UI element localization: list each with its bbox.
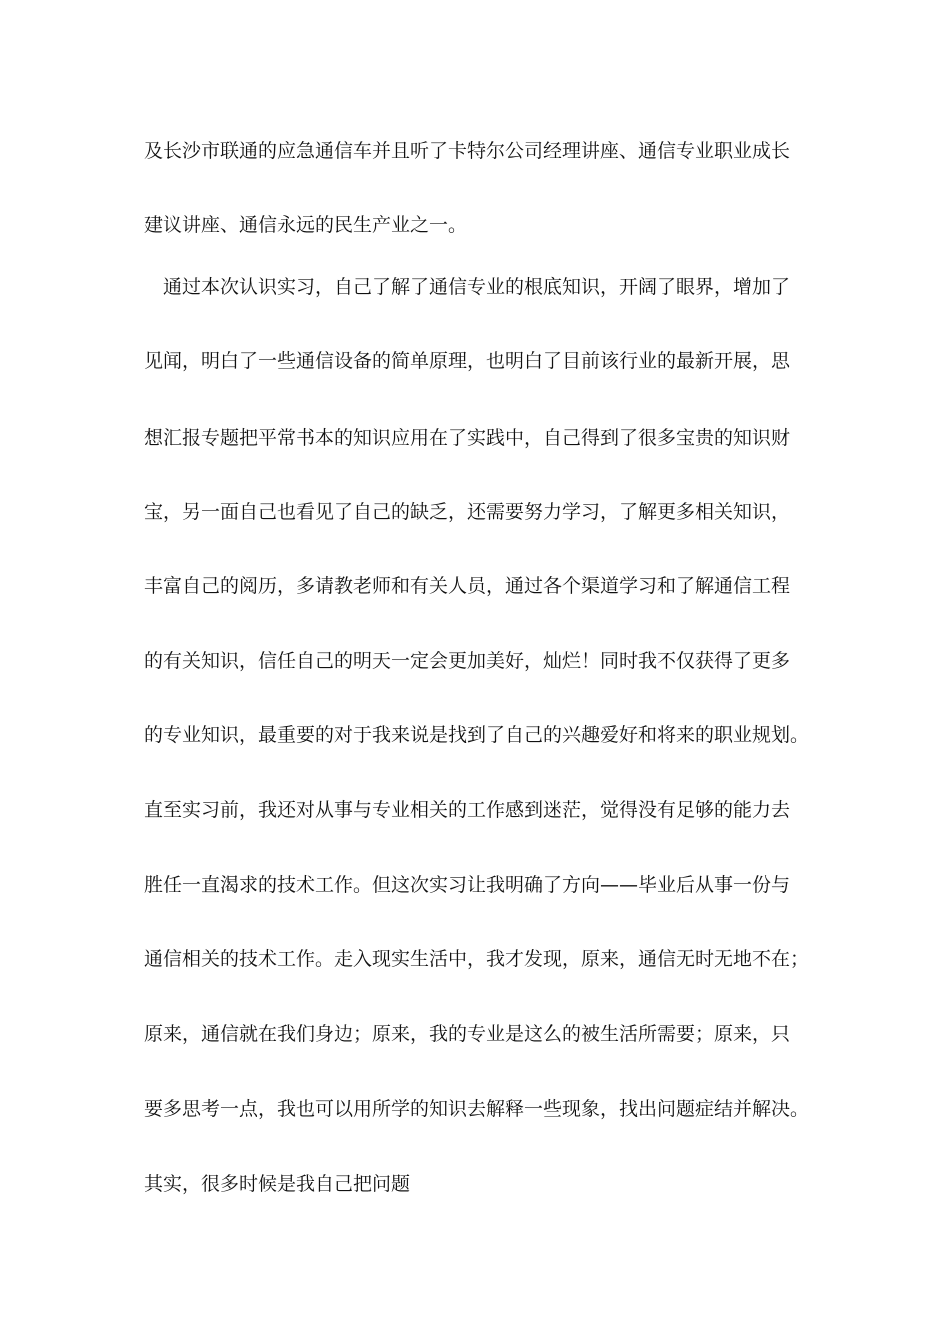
text-line: 通过本次认识实习，自己了解了通信专业的根底知识，开阔了眼界，增加了 (144, 276, 791, 298)
text-line: 的专业知识，最重要的对于我来说是找到了自己的兴趣爱好和将来的职业规划。 (144, 724, 810, 746)
text-line: 其实，很多时候是我自己把问题 (144, 1173, 411, 1195)
text-line: 想汇报专题把平常书本的知识应用在了实践中，自己得到了很多宝贵的知识财 (144, 427, 791, 449)
text-line: 直至实习前，我还对从事与专业相关的工作感到迷茫，觉得没有足够的能力去 (144, 799, 791, 821)
text-line: 见闻，明白了一些通信设备的简单原理，也明白了目前该行业的最新开展，思 (144, 350, 791, 372)
text-line: 要多思考一点，我也可以用所学的知识去解释一些现象，找出问题症结并解决。 (144, 1098, 810, 1120)
text-line: 丰富自己的阅历，多请教老师和有关人员，通过各个渠道学习和了解通信工程 (144, 575, 791, 597)
text-line: 及长沙市联通的应急通信车并且听了卡特尔公司经理讲座、通信专业职业成长 (144, 140, 791, 162)
text-line: 通信相关的技术工作。走入现实生活中，我才发现，原来，通信无时无地不在； (144, 948, 810, 970)
text-line: 胜任一直渴求的技术工作。但这次实习让我明确了方向——毕业后从事一份与 (144, 874, 791, 896)
text-line: 原来，通信就在我们身边；原来，我的专业是这么的被生活所需要；原来，只 (144, 1023, 791, 1045)
text-line: 的有关知识，信任自己的明天一定会更加美好，灿烂！同时我不仅获得了更多 (144, 650, 791, 672)
text-line: 宝，另一面自己也看见了自己的缺乏，还需要努力学习，了解更多相关知识， (144, 501, 791, 523)
text-line: 建议讲座、通信永远的民生产业之一。 (144, 214, 468, 236)
